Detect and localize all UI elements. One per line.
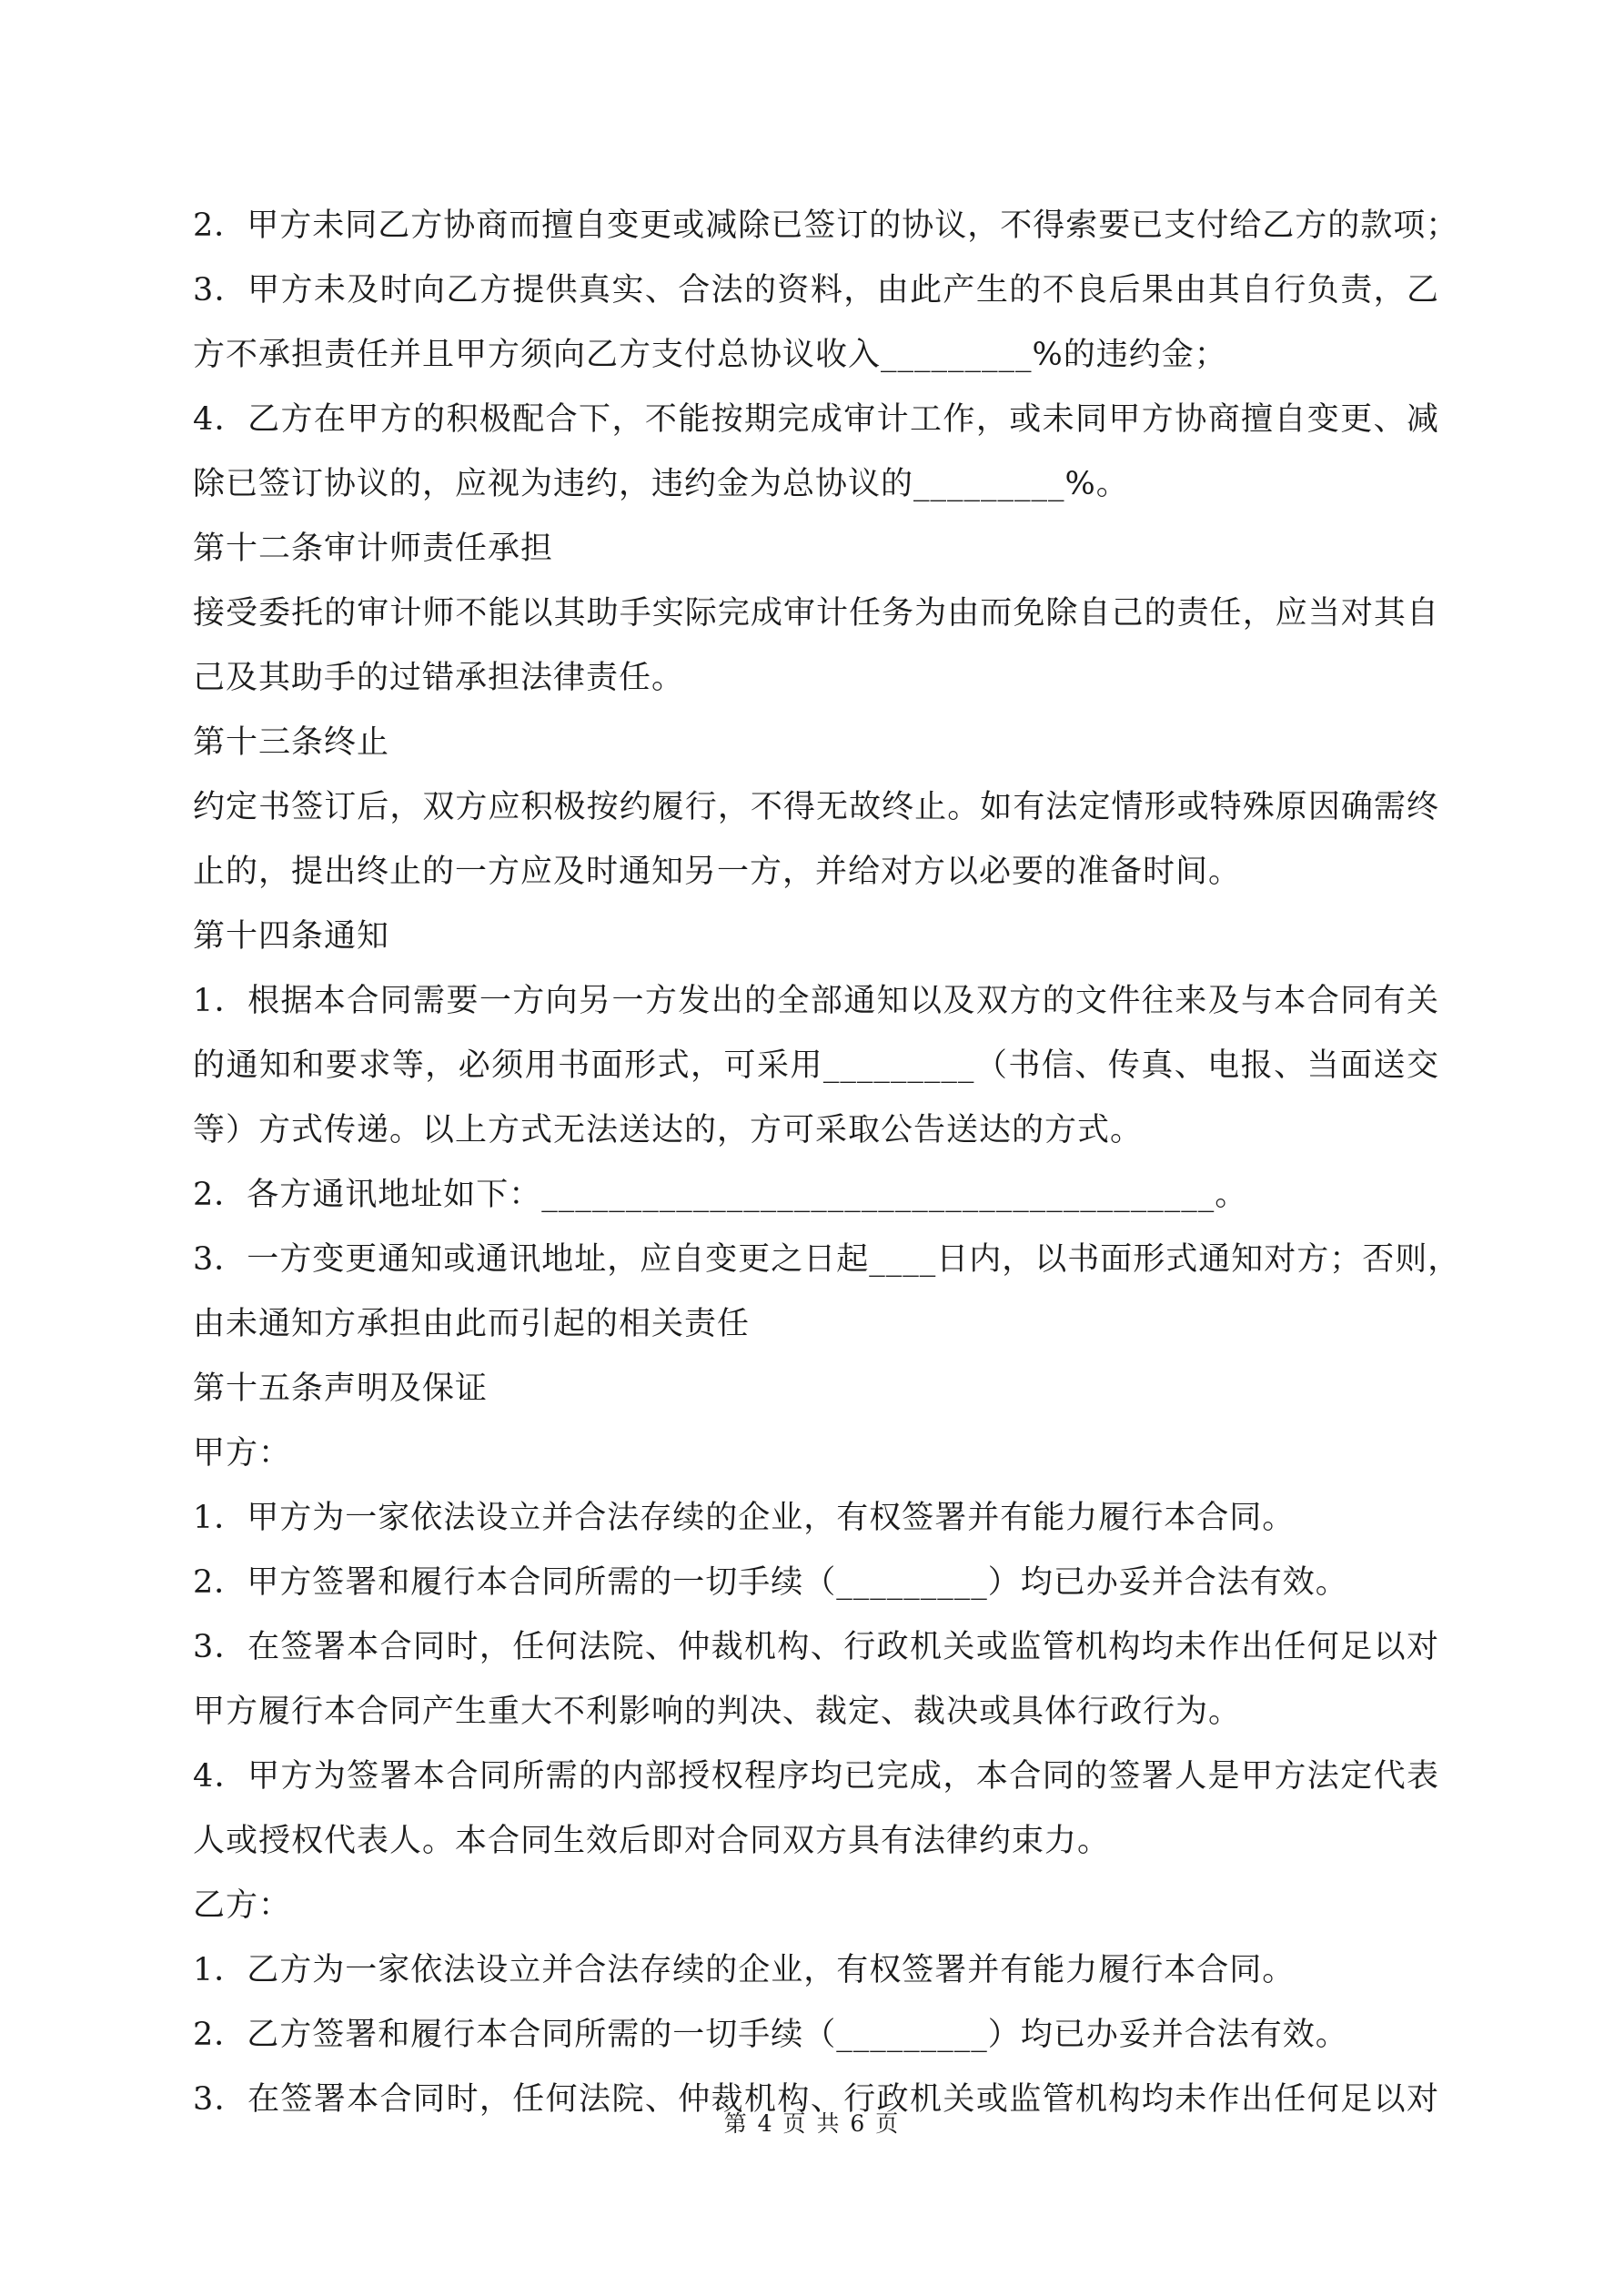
clause-line: 由未通知方承担由此而引起的相关责任 [193, 1306, 751, 1342]
page-number-footer: 第 4 页 共 6 页 [723, 2110, 901, 2137]
clause-line: 3．在签署本合同时，任何法院、仲裁机构、行政机关或监管机构均未作出任何足以对 [193, 1629, 1439, 1665]
clause-line: 3．在签署本合同时，任何法院、仲裁机构、行政机关或监管机构均未作出任何足以对 [193, 2081, 1439, 2118]
clause-line: 甲方履行本合同产生重大不利影响的判决、裁定、裁决或具体行政行为。 [193, 1694, 1242, 1730]
clause-line: 4．乙方在甲方的积极配合下，不能按期完成审计工作，或未同甲方协商擅自变更、减 [193, 401, 1439, 438]
clause-line: 等）方式传递。以上方式无法送达的，方可采取公告送达的方式。 [193, 1112, 1144, 1148]
clause-line: 4．甲方为签署本合同所需的内部授权程序均已完成，本合同的签署人是甲方法定代表 [193, 1758, 1439, 1795]
section-heading: 第十五条声明及保证 [193, 1371, 489, 1407]
clause-line: 3．一方变更通知或通讯地址，应自变更之日起____日内，以书面形式通知对方；否则， [193, 1241, 1461, 1278]
clause-line: 1．甲方为一家依法设立并合法存续的企业，有权签署并有能力履行本合同。 [193, 1500, 1296, 1536]
clause-line: 接受委托的审计师不能以其助手实际完成审计任务为由而免除自己的责任，应当对其自 [193, 595, 1439, 632]
clause-line: 2．甲方签署和履行本合同所需的一切手续（_________）均已办妥并合法有效。 [193, 1564, 1348, 1601]
clause-line: 2．甲方未同乙方协商而擅自变更或减除已签订的协议，不得索要已支付给乙方的款项； [193, 207, 1459, 244]
clause-line: 人或授权代表人。本合同生效后即对合同双方具有法律约束力。 [193, 1823, 1111, 1859]
clause-line: 1．根据本合同需要一方向另一方发出的全部通知以及双方的文件往来及与本合同有关 [193, 983, 1439, 1019]
clause-line: 除已签订协议的，应视为违约，违约金为总协议的_________%。 [193, 466, 1129, 502]
clause-line: 方不承担责任并且甲方须向乙方支付总协议收入_________%的违约金； [193, 337, 1227, 373]
clause-line: 2．乙方签署和履行本合同所需的一切手续（_________）均已办妥并合法有效。 [193, 2017, 1348, 2053]
clause-line: 己及其助手的过错承担法律责任。 [193, 660, 685, 696]
party-label: 甲方： [193, 1435, 292, 1472]
clause-line: 的通知和要求等，必须用书面形式，可采用_________（书信、传真、电报、当面送交 [193, 1047, 1439, 1084]
clause-line: 止的，提出终止的一方应及时通知另一方，并给对方以必要的准备时间。 [193, 854, 1242, 890]
clause-line: 3．甲方未及时向乙方提供真实、合法的资料，由此产生的不良后果由其自行负责，乙 [193, 272, 1439, 308]
clause-line: 1．乙方为一家依法设立并合法存续的企业，有权签署并有能力履行本合同。 [193, 1952, 1296, 1988]
section-heading: 第十三条终止 [193, 724, 390, 761]
section-heading: 第十二条审计师责任承担 [193, 531, 554, 567]
clause-line: 约定书签订后，双方应积极按约履行，不得无故终止。如有法定情形或特殊原因确需终 [193, 789, 1439, 825]
section-heading: 第十四条通知 [193, 918, 390, 955]
clause-line: 2．各方通讯地址如下：________________________________________。 [193, 1177, 1248, 1213]
party-label: 乙方： [193, 1887, 292, 1924]
